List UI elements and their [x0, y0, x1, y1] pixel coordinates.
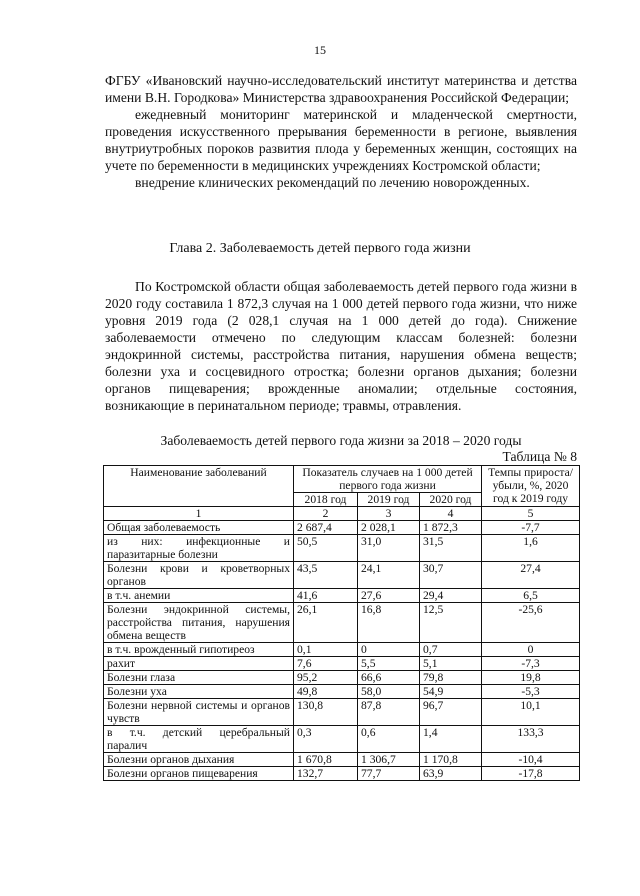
value-2019-cell: 77,7	[358, 767, 420, 781]
value-2019-cell: 5,5	[358, 657, 420, 671]
value-2018-cell: 2 687,4	[294, 521, 358, 535]
growth-rate-cell: -17,8	[482, 767, 580, 781]
table-number: Таблица № 8	[502, 449, 577, 464]
value-2020-cell: 79,8	[420, 671, 482, 685]
growth-rate-cell: 1,6	[482, 535, 580, 562]
value-2019-cell: 31,0	[358, 535, 420, 562]
table-caption: Заболеваемость детей первого года жизни за 2018 – 2020 годы	[160, 433, 522, 448]
value-2018-cell: 0,3	[294, 726, 358, 753]
value-2018-cell: 41,6	[294, 589, 358, 603]
disease-name-cell: в т.ч. анемии	[104, 589, 294, 603]
disease-name-cell: рахит	[104, 657, 294, 671]
intro-block	[105, 72, 577, 191]
table-row	[104, 699, 580, 726]
value-2020-cell: 31,5	[420, 535, 482, 562]
value-2018-cell: 7,6	[294, 657, 358, 671]
disease-name-cell: Болезни крови и кроветворных органов	[104, 562, 294, 589]
growth-rate-cell: -25,6	[482, 603, 580, 643]
growth-rate-cell: 133,3	[482, 726, 580, 753]
value-2019-cell: 0	[358, 643, 420, 657]
value-2018-cell: 1 670,8	[294, 753, 358, 767]
growth-rate-cell: -10,4	[482, 753, 580, 767]
table-header-row	[104, 466, 580, 493]
disease-name-cell: из них: инфекционные и паразитарные болезни	[104, 535, 294, 562]
growth-rate-cell: 10,1	[482, 699, 580, 726]
disease-name-cell: Болезни органов пищеварения	[104, 767, 294, 781]
chapter-title: Глава 2. Заболеваемость детей первого года жизни	[169, 241, 471, 256]
table-row	[104, 643, 580, 657]
col-number: 3	[358, 507, 420, 521]
body-block	[105, 278, 577, 414]
disease-name-cell: в т.ч. врожденный гипотиреоз	[104, 643, 294, 657]
growth-rate-cell: -7,3	[482, 657, 580, 671]
value-2018-cell: 49,8	[294, 685, 358, 699]
disease-name-cell: Болезни эндокринной системы, расстройства питания, нарушения обмена веществ	[104, 603, 294, 643]
table-row	[104, 535, 580, 562]
header-year-2020: 2020 год	[420, 493, 482, 507]
table-row	[104, 685, 580, 699]
value-2020-cell: 96,7	[420, 699, 482, 726]
disease-name-cell: Болезни глаза	[104, 671, 294, 685]
disease-name-cell: Болезни органов дыхания	[104, 753, 294, 767]
value-2019-cell: 58,0	[358, 685, 420, 699]
value-2020-cell: 63,9	[420, 767, 482, 781]
intro-paragraph-3: внедрение клинических рекомендаций по лечению новорожденных.	[135, 175, 530, 190]
value-2019-cell: 2 028,1	[358, 521, 420, 535]
disease-name-cell: Болезни уха	[104, 685, 294, 699]
growth-rate-cell: 0	[482, 643, 580, 657]
disease-name-cell: Общая заболеваемость	[104, 521, 294, 535]
intro-paragraph-2: ежедневный мониторинг материнской и младенческой смертности, проведения искусственного прерывания беременности в регионе, выявления внутриутробных пороков развития плода у беременных женщин, состоящих на учете по беременности в медицинских учреждениях Костромской области;	[105, 107, 577, 173]
value-2018-cell: 130,8	[294, 699, 358, 726]
value-2019-cell: 24,1	[358, 562, 420, 589]
table-row	[104, 753, 580, 767]
value-2019-cell: 1 306,7	[358, 753, 420, 767]
value-2018-cell: 132,7	[294, 767, 358, 781]
value-2020-cell: 0,7	[420, 643, 482, 657]
col-number: 4	[420, 507, 482, 521]
value-2019-cell: 87,8	[358, 699, 420, 726]
value-2019-cell: 16,8	[358, 603, 420, 643]
value-2020-cell: 1 170,8	[420, 753, 482, 767]
page-number: 15	[314, 43, 326, 57]
disease-name-cell: в т.ч. детский церебральный паралич	[104, 726, 294, 753]
value-2018-cell: 26,1	[294, 603, 358, 643]
table-row	[104, 603, 580, 643]
value-2018-cell: 50,5	[294, 535, 358, 562]
col-number: 2	[294, 507, 358, 521]
value-2020-cell: 30,7	[420, 562, 482, 589]
value-2019-cell: 66,6	[358, 671, 420, 685]
growth-rate-cell: 19,8	[482, 671, 580, 685]
value-2020-cell: 1 872,3	[420, 521, 482, 535]
value-2020-cell: 5,1	[420, 657, 482, 671]
col-number: 5	[482, 507, 580, 521]
growth-rate-cell: -5,3	[482, 685, 580, 699]
col-number: 1	[104, 507, 294, 521]
value-2018-cell: 43,5	[294, 562, 358, 589]
growth-rate-cell: 27,4	[482, 562, 580, 589]
value-2018-cell: 95,2	[294, 671, 358, 685]
table-row	[104, 657, 580, 671]
table-row	[104, 671, 580, 685]
value-2019-cell: 27,6	[358, 589, 420, 603]
header-year-2019: 2019 год	[358, 493, 420, 507]
table-row	[104, 589, 580, 603]
header-year-2018: 2018 год	[294, 493, 358, 507]
body-paragraph: По Костромской области общая заболеваемость детей первого года жизни в 2020 году составила 1 872,3 случая на 1 000 детей первого года жизни, что ниже уровня 2019 года (2 028,1 случая на 1 000 детей до года). Снижение заболеваемости отмечено по следующим классам болезней: болезни эндокринной системы, расстройства питания, нарушения обмена веществ; болезни уха и сосцевидного отростка; болезни органов дыхания; болезни органов пищеварения; врожденные аномалии; отдельные состояния, возникающие в перинатальном периоде; травмы, отравления.	[105, 279, 577, 413]
value-2019-cell: 0,6	[358, 726, 420, 753]
table-row	[104, 767, 580, 781]
intro-paragraph-1: ФГБУ «Ивановский научно-исследовательский институт материнства и детства имени В.Н. Городкова» Министерства здравоохранения Российской Федерации;	[105, 73, 577, 105]
value-2020-cell: 12,5	[420, 603, 482, 643]
value-2020-cell: 29,4	[420, 589, 482, 603]
table-row	[104, 726, 580, 753]
morbidity-table	[103, 465, 580, 781]
disease-name-cell: Болезни нервной системы и органов чувств	[104, 699, 294, 726]
growth-rate-cell: 6,5	[482, 589, 580, 603]
table-row	[104, 562, 580, 589]
growth-rate-cell: -7,7	[482, 521, 580, 535]
header-name: Наименование заболеваний	[104, 466, 294, 507]
column-number-row	[104, 507, 580, 521]
header-indicator: Показатель случаев на 1 000 детей первого года жизни	[294, 466, 482, 493]
value-2018-cell: 0,1	[294, 643, 358, 657]
table-row	[104, 521, 580, 535]
value-2020-cell: 54,9	[420, 685, 482, 699]
value-2020-cell: 1,4	[420, 726, 482, 753]
header-rate: Темпы прироста/убыли, %, 2020 год к 2019 году	[482, 466, 580, 507]
